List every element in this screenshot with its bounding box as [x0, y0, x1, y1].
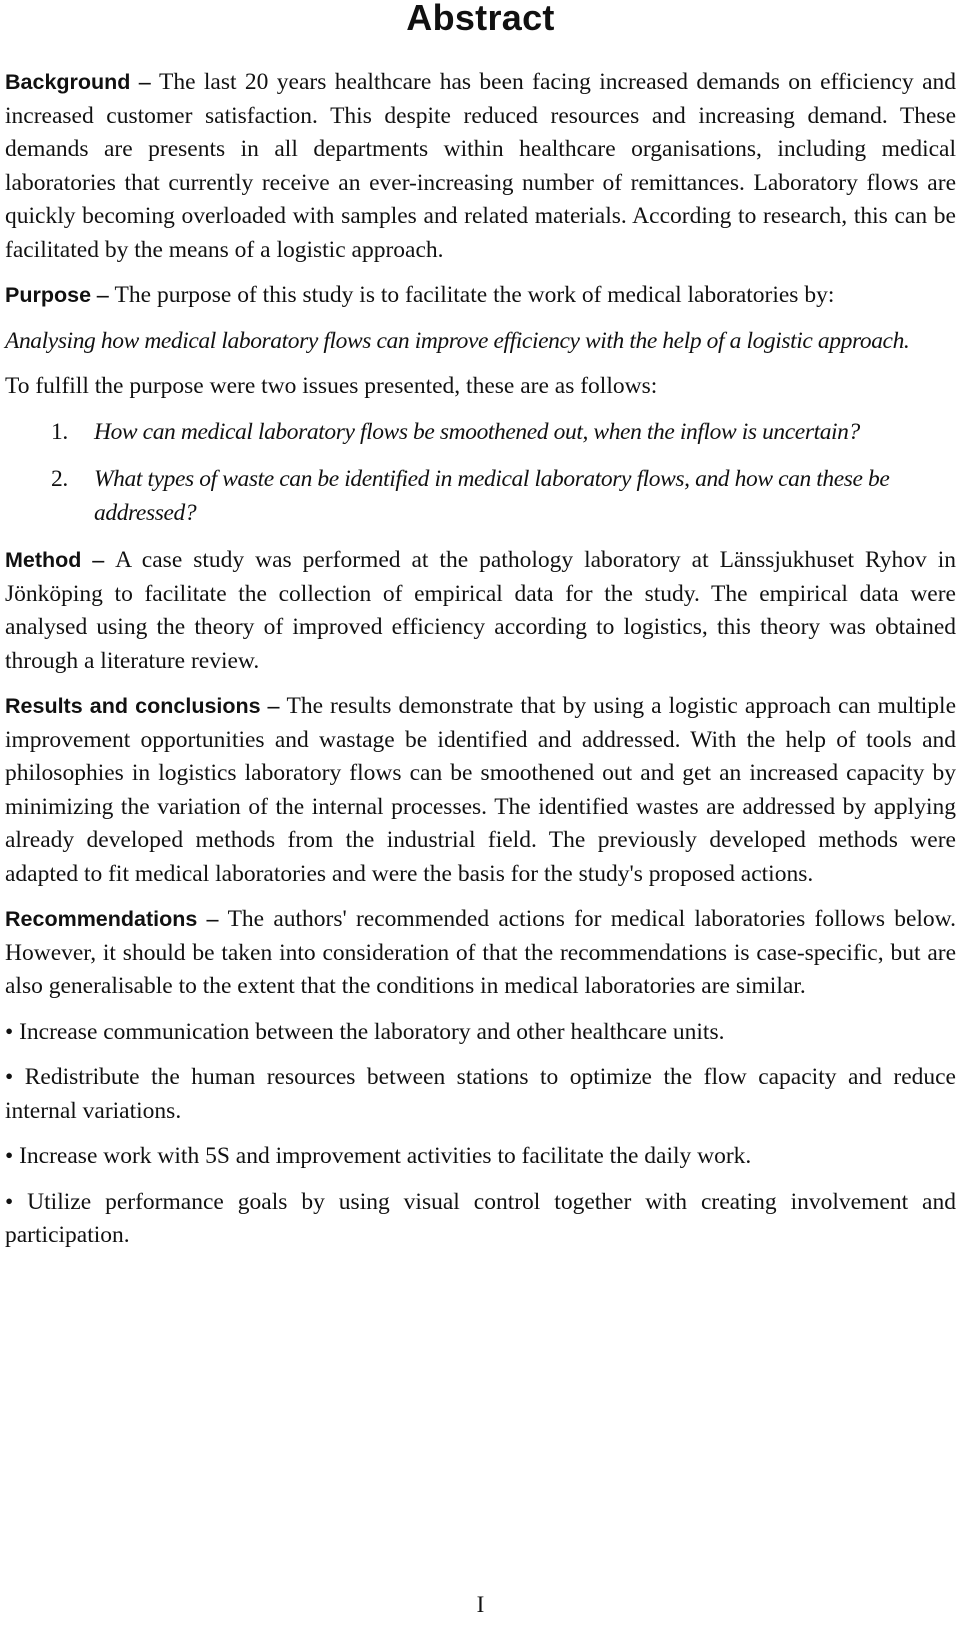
purpose-lead: Purpose: [5, 283, 92, 307]
purpose-text: The purpose of this study is to facilitate the work of medical laboratories by:: [114, 282, 835, 308]
recommendation-bullet: • Increase work with 5S and improvement activities to facilitate the daily work.: [5, 1143, 752, 1169]
title-spacer: [5, 36, 956, 66]
issues-intro: To fulfill the purpose were two issues presented, these are as follows:: [5, 373, 658, 399]
method-paragraph: [5, 544, 956, 678]
method-dash: –: [81, 547, 116, 573]
recommendations-lead: Recommendations: [5, 907, 198, 931]
issues-list: [5, 416, 956, 531]
recommendations-dash: –: [197, 906, 228, 932]
recommendation-bullet: • Increase communication between the laboratory and other healthcare units.: [5, 1018, 725, 1045]
method-text: A case study was performed at the pathology laboratory at Länssjukhuset Ryhov in Jönköping to facilitate the collection of empirical data for the study. The empirical data were analysed using the theory of improved efficiency according to logistics, this theory was obtained through a literature review.: [5, 547, 957, 674]
background-lead: Background: [5, 70, 131, 94]
issue-item: [5, 463, 956, 530]
page-title: Abstract: [406, 0, 555, 38]
purpose-dash: –: [91, 282, 115, 308]
background-paragraph: [5, 66, 956, 267]
page-number: I: [476, 1592, 485, 1617]
recommendations-text: The authors' recommended actions for medical laboratories follows below. However, it should be taken into consideration of that the recommendations is case-specific, but are also generalisable to the extent that the conditions in medical laboratories are similar.: [5, 906, 957, 999]
recommendation-bullet: • Utilize performance goals by using visual control together with creating involvement and participation.: [5, 1188, 956, 1248]
recommendation-bullet: • Redistribute the human resources between stations to optimize the flow capacity and reduce internal variations.: [5, 1064, 956, 1124]
issue-number: 1.: [51, 418, 68, 445]
purpose-statement: Analysing how medical laboratory flows can improve efficiency with the help of a logistic approach.: [5, 327, 910, 354]
results-paragraph: [5, 690, 956, 891]
issue-number: 2.: [51, 466, 68, 492]
results-lead: Results and conclusions: [5, 694, 261, 718]
document-page: [5, 0, 956, 1629]
method-lead: Method: [5, 548, 82, 572]
issue-text: What types of waste can be identified in medical laboratory flows, and how can these be addressed?: [94, 466, 890, 526]
results-dash: –: [260, 693, 287, 719]
recommendations-paragraph: [5, 903, 956, 1004]
issue-text: How can medical laboratory flows be smoothened out, when the inflow is uncertain?: [94, 418, 860, 445]
issue-item: [5, 416, 956, 450]
background-dash: –: [130, 69, 159, 95]
results-text: The results demonstrate that by using a logistic approach can multiple improvement opportunities and wastage be identified and addressed. With the help of tools and philosophies in logistics laboratory flows can be smoothened out and get an increased capacity by minimizing the variation of the internal processes. The identified wastes are addressed by applying already developed methods from the industrial field. The previously developed methods were adapted to fit medical laboratories and were the basis for the study's proposed actions.: [5, 693, 957, 887]
background-text: The last 20 years healthcare has been facing increased demands on efficiency and increased customer satisfaction. This despite reduced resources and increasing demand. These demands are presents in all departments within healthcare organisations, including medical laboratories that currently receive an ever-increasing number of remittances. Laboratory flows are quickly becoming overloaded with samples and related materials. According to research, this can be facilitated by the means of a logistic approach.: [5, 69, 956, 263]
purpose-paragraph: [5, 279, 956, 313]
